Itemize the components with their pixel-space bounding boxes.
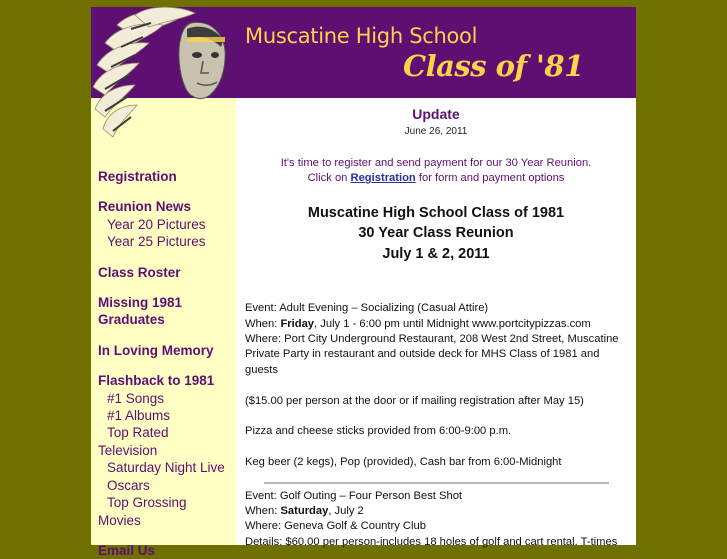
event2-title: Event: Golf Outing – Four Person Best Shot (245, 489, 463, 502)
notice-after: for form and payment options (418, 172, 565, 185)
nav-missing-line1: Missing 1981 (98, 295, 183, 311)
mascot-logo-icon (91, 7, 236, 157)
event1-when-label: When: (245, 317, 281, 330)
event2-when-label: When: (245, 504, 281, 517)
page (91, 7, 636, 558)
nav-flashback[interactable]: Flashback to 1981 (98, 373, 215, 389)
site-title: Muscatine High School (245, 24, 478, 48)
event1-when-rest: , July 1 - 6:00 pm until Midnight www.portcitypizzas.com (314, 317, 591, 330)
event1-price: ($15.00 per person at the door or if mailing registration after May 15) (245, 394, 584, 407)
event1-pizza: Pizza and cheese sticks provided from 6:00-9:00 p.m. (245, 425, 512, 438)
heading-line1: Muscatine High School Class of 1981 (307, 204, 565, 221)
nav-missing-line2: Graduates (98, 312, 165, 328)
notice-line1: It's time to register and send payment for our 30 Year Reunion. (280, 156, 592, 169)
event1-when-day: Friday (280, 317, 315, 330)
event2-when (245, 504, 628, 519)
event2-when-day: Saturday (280, 504, 329, 517)
event2-details: Details: $60.00 per person-includes 18 holes of golf and cart rental. T-times (245, 535, 618, 548)
heading-line3: July 1 & 2, 2011 (382, 245, 490, 262)
nav-registration[interactable]: Registration (98, 169, 177, 184)
nav-email-us[interactable]: Email Us (98, 542, 156, 558)
nav-grossing-line2: Movies (98, 512, 141, 528)
nav-grossing-line1: Top Grossing (107, 495, 187, 511)
site-subtitle: Class of '81 (403, 49, 584, 83)
event2-where: Where: Geneva Golf & Country Club (245, 520, 426, 533)
nav-snl[interactable]: Saturday Night Live (107, 460, 225, 476)
event2-when-rest: , July 2 (328, 504, 364, 517)
nav-top-rated-tv[interactable] (98, 424, 233, 459)
nav-top-grossing-movies[interactable] (98, 494, 233, 529)
event-adult-evening (236, 301, 636, 470)
nav-missing-graduates[interactable] (98, 294, 233, 329)
section-divider (264, 482, 609, 484)
event1-title: Event: Adult Evening – Socializing (Casual Attire) (245, 302, 489, 315)
reunion-heading (236, 203, 636, 265)
nav-albums[interactable]: #1 Albums (107, 408, 171, 424)
notice-click: Click on (307, 172, 348, 185)
update-date: June 26, 2011 (404, 126, 468, 138)
nav-loving-memory[interactable]: In Loving Memory (98, 342, 214, 358)
nav-oscars[interactable]: Oscars (107, 477, 150, 493)
update-title: Update (412, 106, 460, 122)
main-content (236, 98, 636, 548)
nav-songs[interactable]: #1 Songs (107, 390, 165, 406)
nav-year25-pictures[interactable]: Year 25 Pictures (107, 234, 206, 250)
nav-top-rated-line2: Television (98, 442, 158, 458)
event1-beer: Keg beer (2 kegs), Pop (provided), Cash bar from 6:00-Midnight (245, 456, 562, 469)
event-golf-outing (236, 489, 636, 551)
registration-notice (236, 156, 636, 187)
nav-year20-pictures[interactable]: Year 20 Pictures (107, 216, 206, 232)
event1-private: Private Party in restaurant and outside deck for MHS Class of 1981 and guests (245, 348, 600, 376)
nav-class-roster[interactable]: Class Roster (98, 264, 181, 280)
nav-top-rated-line1: Top Rated (107, 425, 169, 441)
heading-line2: 30 Year Class Reunion (358, 225, 514, 242)
event1-where: Where: Port City Underground Restaurant, 208 West 2nd Street, Muscatine (245, 332, 619, 345)
event1-when (245, 317, 628, 332)
nav-reunion-news[interactable]: Reunion News (98, 199, 192, 215)
registration-link[interactable]: Registration (350, 172, 416, 185)
sidebar-nav (98, 168, 233, 559)
